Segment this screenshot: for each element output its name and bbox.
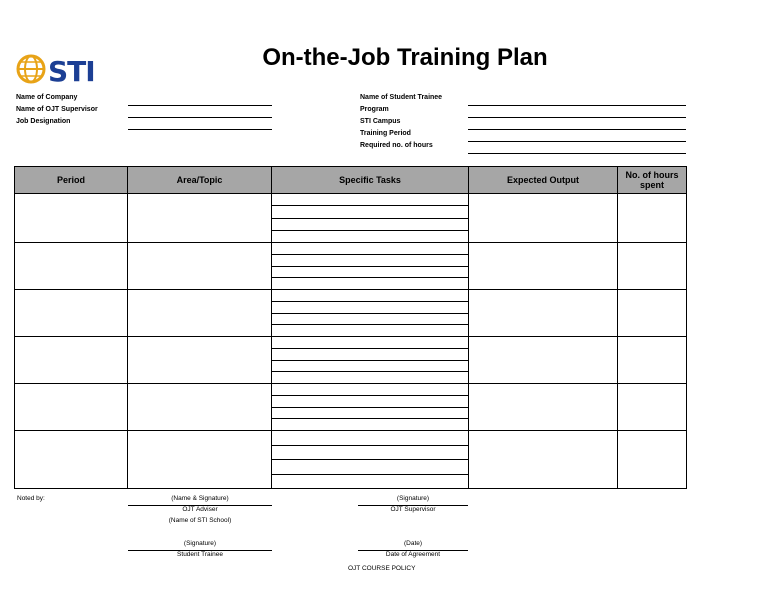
- area-topic-cell[interactable]: [128, 194, 272, 243]
- header-hours-spent: No. of hours spent: [618, 167, 687, 194]
- table-row: [15, 194, 687, 243]
- task-line[interactable]: [272, 460, 468, 475]
- period-cell[interactable]: [15, 337, 128, 384]
- specific-tasks-cell[interactable]: [272, 384, 469, 431]
- area-topic-cell[interactable]: [128, 290, 272, 337]
- task-line[interactable]: [272, 243, 468, 255]
- table-row: [15, 337, 687, 384]
- task-line[interactable]: [272, 278, 468, 289]
- period-cell[interactable]: [15, 431, 128, 489]
- task-lines: [272, 384, 468, 430]
- table-row: [15, 243, 687, 290]
- specific-tasks-cell[interactable]: [272, 243, 469, 290]
- expected-output-cell[interactable]: [469, 431, 618, 489]
- date-of-agreement-label: Date of Agreement: [385, 551, 441, 558]
- supervisor-signature-label: (Signature): [396, 495, 430, 502]
- task-line[interactable]: [272, 337, 468, 349]
- period-cell[interactable]: [15, 384, 128, 431]
- field-label-program: Program: [360, 106, 389, 113]
- area-topic-cell[interactable]: [128, 243, 272, 290]
- trainee-signature-label: (Signature): [183, 540, 217, 547]
- task-lines: [272, 290, 468, 336]
- footer-policy: OJT COURSE POLICY: [348, 565, 416, 572]
- table-row: [15, 384, 687, 431]
- adviser-school-label: (Name of STI School): [168, 517, 232, 524]
- adviser-name-signature-label: (Name & Signature): [171, 495, 229, 502]
- field-label-training-period: Training Period: [360, 130, 411, 137]
- hours-spent-cell[interactable]: [618, 194, 687, 243]
- task-line[interactable]: [272, 431, 468, 446]
- page-title: On-the-Job Training Plan: [262, 44, 548, 71]
- area-topic-cell[interactable]: [128, 337, 272, 384]
- period-cell[interactable]: [15, 194, 128, 243]
- header-expected-output: Expected Output: [469, 167, 618, 194]
- field-label-campus: STI Campus: [360, 118, 401, 125]
- globe-icon: [14, 52, 48, 86]
- campus-field-line[interactable]: [468, 129, 686, 130]
- task-line[interactable]: [272, 206, 468, 218]
- area-topic-cell[interactable]: [128, 384, 272, 431]
- job-designation-field-line[interactable]: [128, 129, 272, 130]
- task-line[interactable]: [272, 384, 468, 396]
- field-label-job-designation: Job Designation: [16, 118, 71, 125]
- trainee-role-label: Student Trainee: [177, 551, 223, 558]
- supervisor-field-line[interactable]: [128, 117, 272, 118]
- specific-tasks-cell[interactable]: [272, 290, 469, 337]
- task-line[interactable]: [272, 396, 468, 408]
- sti-logo: [14, 52, 114, 92]
- table-row: [15, 431, 687, 489]
- period-cell[interactable]: [15, 290, 128, 337]
- date-label: (Date): [403, 540, 423, 547]
- task-lines: [272, 194, 468, 242]
- table-row: [15, 290, 687, 337]
- area-topic-cell[interactable]: [128, 431, 272, 489]
- task-line[interactable]: [272, 475, 468, 489]
- task-line[interactable]: [272, 290, 468, 302]
- field-label-student-trainee: Name of Student Trainee: [360, 94, 443, 101]
- header-specific-tasks: Specific Tasks: [272, 167, 469, 194]
- specific-tasks-cell[interactable]: [272, 431, 469, 489]
- task-line[interactable]: [272, 419, 468, 430]
- header-area-topic: Area/Topic: [128, 167, 272, 194]
- period-cell[interactable]: [15, 243, 128, 290]
- task-line[interactable]: [272, 325, 468, 336]
- expected-output-cell[interactable]: [469, 290, 618, 337]
- field-label-company: Name of Company: [16, 94, 78, 101]
- required-hours-field-line[interactable]: [468, 153, 686, 154]
- header-period: Period: [15, 167, 128, 194]
- specific-tasks-cell[interactable]: [272, 337, 469, 384]
- hours-spent-cell[interactable]: [618, 290, 687, 337]
- hours-spent-cell[interactable]: [618, 431, 687, 489]
- task-line[interactable]: [272, 314, 468, 326]
- hours-spent-cell[interactable]: [618, 243, 687, 290]
- task-lines: [272, 431, 468, 488]
- task-line[interactable]: [272, 361, 468, 373]
- program-field-line[interactable]: [468, 117, 686, 118]
- expected-output-cell[interactable]: [469, 337, 618, 384]
- task-line[interactable]: [272, 372, 468, 383]
- expected-output-cell[interactable]: [469, 243, 618, 290]
- hours-spent-cell[interactable]: [618, 337, 687, 384]
- task-line[interactable]: [272, 408, 468, 420]
- noted-by-label: Noted by:: [17, 495, 45, 502]
- field-label-supervisor: Name of OJT Supervisor: [16, 106, 98, 113]
- expected-output-cell[interactable]: [469, 384, 618, 431]
- company-field-line[interactable]: [128, 105, 272, 106]
- task-line[interactable]: [272, 349, 468, 361]
- task-line[interactable]: [272, 219, 468, 231]
- hours-spent-cell[interactable]: [618, 384, 687, 431]
- logo-text: STI: [48, 55, 95, 88]
- field-label-required-hours: Required no. of hours: [360, 142, 433, 149]
- task-line[interactable]: [272, 231, 468, 242]
- expected-output-cell[interactable]: [469, 194, 618, 243]
- task-line[interactable]: [272, 302, 468, 314]
- student-trainee-field-line[interactable]: [468, 105, 686, 106]
- task-lines: [272, 243, 468, 289]
- task-line[interactable]: [272, 255, 468, 267]
- supervisor-role-label: OJT Supervisor: [390, 506, 436, 513]
- task-line[interactable]: [272, 446, 468, 461]
- adviser-role-label: OJT Adviser: [182, 506, 218, 513]
- task-lines: [272, 337, 468, 383]
- specific-tasks-cell[interactable]: [272, 194, 469, 243]
- task-line[interactable]: [272, 267, 468, 279]
- training-plan-table: [14, 166, 687, 489]
- training-period-field-line[interactable]: [468, 141, 686, 142]
- task-line[interactable]: [272, 194, 468, 206]
